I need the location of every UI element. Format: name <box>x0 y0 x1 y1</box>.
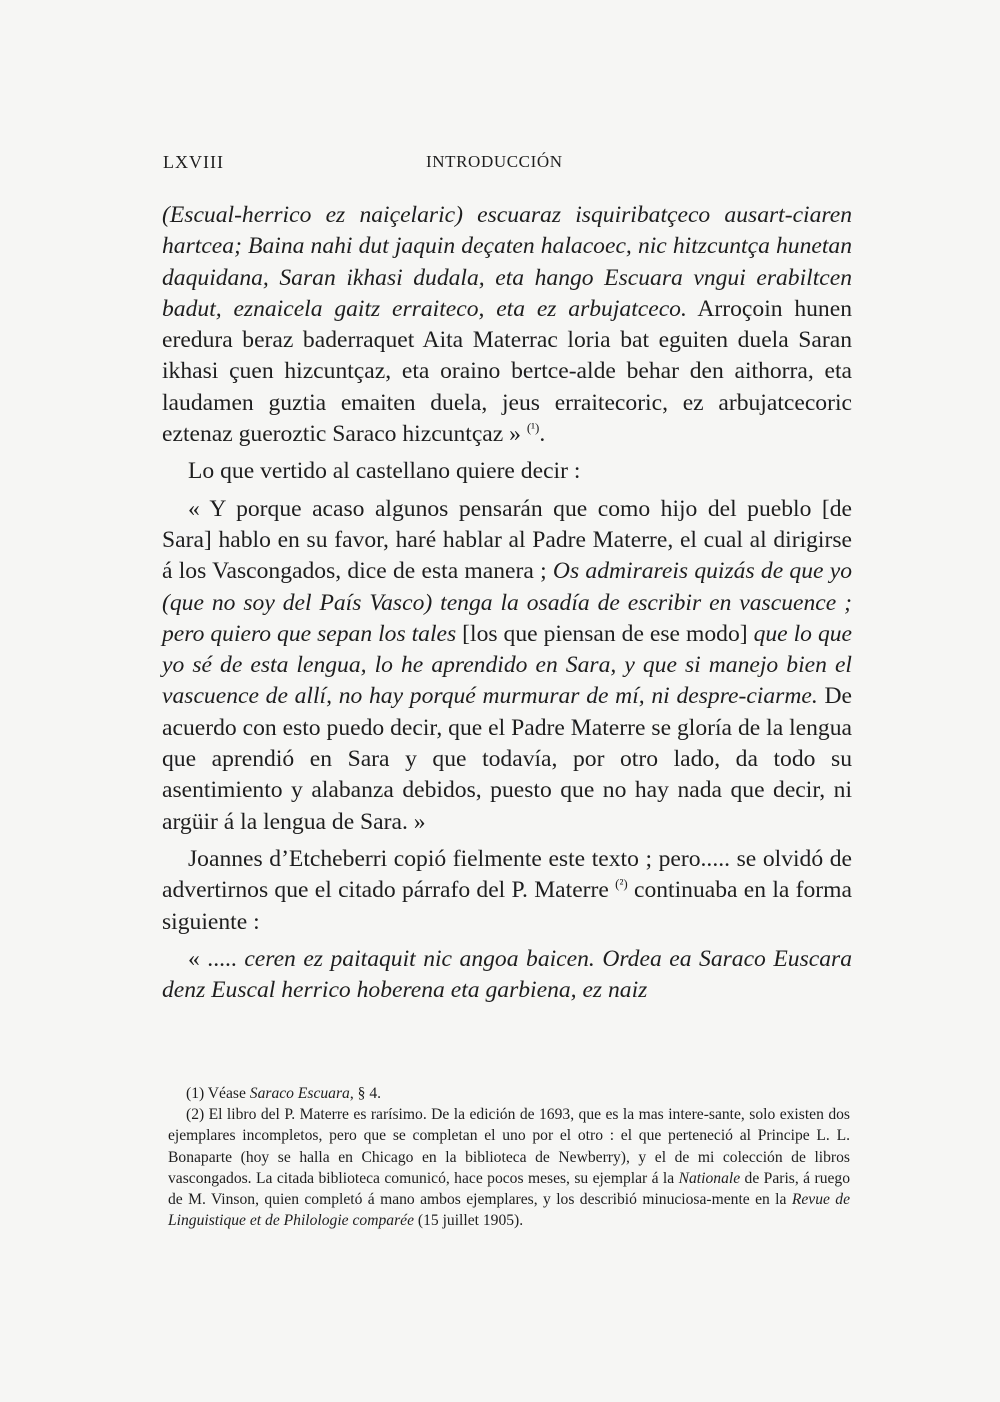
paragraph-basque-quote <box>162 200 852 450</box>
paragraph-etcheberri <box>162 844 852 938</box>
footnote-reference: (¹) <box>526 420 540 436</box>
text-segment: [los que piensan de ese modo] <box>456 620 754 647</box>
footnote-2 <box>168 1104 850 1231</box>
italic-text: Revue de Linguistique et de Philologie comparée <box>168 1191 851 1230</box>
italic-text: (Escual-herrico ez naiçelaric) escuaraz isquiribatçeco ausart-ciaren hartcea; Baina nahi dut jaquin deçaten halacoec, nic hitzcuntça hunetan daquidana, Saran ikhasi dudala, eta hango Escuara vngui erabiltcen badut, eznaicela gaitz erraiteco, eta ez arbujatceco. <box>162 202 852 322</box>
footnotes <box>168 1083 850 1231</box>
paragraph-spanish-translation <box>162 494 852 838</box>
text-segment: Arroçoin hunen eredura beraz baderraquet Aita Materrac loria bat eguiten duela Saran ikhasi çuen hizcuntçaz, eta oraino bertce-alde behar den aithorra, eta laudamen guztia emaiten duela, jeus erraitecoric, ez arbujatcecoric eztenaz gueroztic Saraco hizcuntçaz » <box>162 295 853 448</box>
page-header <box>163 152 853 176</box>
text-segment: (2) El libro del P. Materre es rarísimo. De la edición de 1693, que es la mas intere-sante, solo existen dos ejemplares incompletos, pero que se completan el uno por el otro : el que perteneció al Principe L. L. Bonaparte (hoy se halla en Chicago en la biblioteca de Newberry), y el de mi colección de libros vascongados. La citada biblioteca comunicó, hace pocos meses, su ejemplar á la <box>168 1106 850 1187</box>
text-segment: « ..... <box>188 945 245 972</box>
text-segment: Lo que vertido al castellano quiere decir : <box>188 458 581 485</box>
page-number: LXVIII <box>163 152 224 172</box>
text-segment: De acuerdo con esto puedo decir, que el Padre Materre se gloría de la lengua que aprendió en Sara y que todavía, por otro lado, da todo su asentimiento y alabanza debidos, puesto que no hay nada que decir, ni argüir á la lengua de Sara. » <box>162 683 852 835</box>
footnote-reference: (²) <box>615 876 628 892</box>
running-head: INTRODUCCIÓN <box>426 152 563 171</box>
italic-text: Nationale <box>678 1169 741 1187</box>
text-segment: « Y porque acaso algunos pensarán que como hijo del pueblo [de Sara] hablo en su favor, haré hablar al Padre Materre, el cual al dirigirse á los Vascongados, dice de esta manera ; <box>162 495 852 585</box>
italic-text: Saraco Escuara <box>249 1085 350 1102</box>
italic-text: ceren ez paitaquit nic angoa baicen. Ordea ea Saraco Euscara denz Euscal herrico hoberena eta garbiena, ez naiz <box>162 945 853 1004</box>
text-segment: . <box>539 421 546 448</box>
italic-text: Os admirareis quizás de que yo (que no soy del País Vasco) tenga la osadía de escribir en vascuence ; pero quiero que sepan los tales <box>162 558 853 647</box>
italic-text: que lo que yo sé de esta lengua, lo he aprendido en Sara, y que si manejo bien el vascuence de allí, no hay porqué murmurar de mí, ni despre-ciarme. <box>162 620 853 710</box>
footnote-1 <box>168 1083 850 1104</box>
body-text <box>162 200 852 1006</box>
text-segment: Joannes d’Etcheberri copió fielmente este texto ; pero..... se olvidó de advertirnos que el citado párrafo del P. Materre <box>162 845 852 904</box>
paragraph-continuation-quote <box>162 944 852 1007</box>
text-segment: de Paris, á ruego de M. Vinson, quien completó á mano ambos ejemplares, y los describió minuciosa-mente en la <box>168 1169 850 1209</box>
text-segment: continuaba en la forma siguiente : <box>162 877 852 935</box>
text-segment: , § 4. <box>349 1085 382 1102</box>
text-segment: (15 juillet 1905). <box>414 1212 524 1230</box>
paragraph-lo-que <box>162 456 852 487</box>
text-segment: (1) Véase <box>186 1085 250 1102</box>
